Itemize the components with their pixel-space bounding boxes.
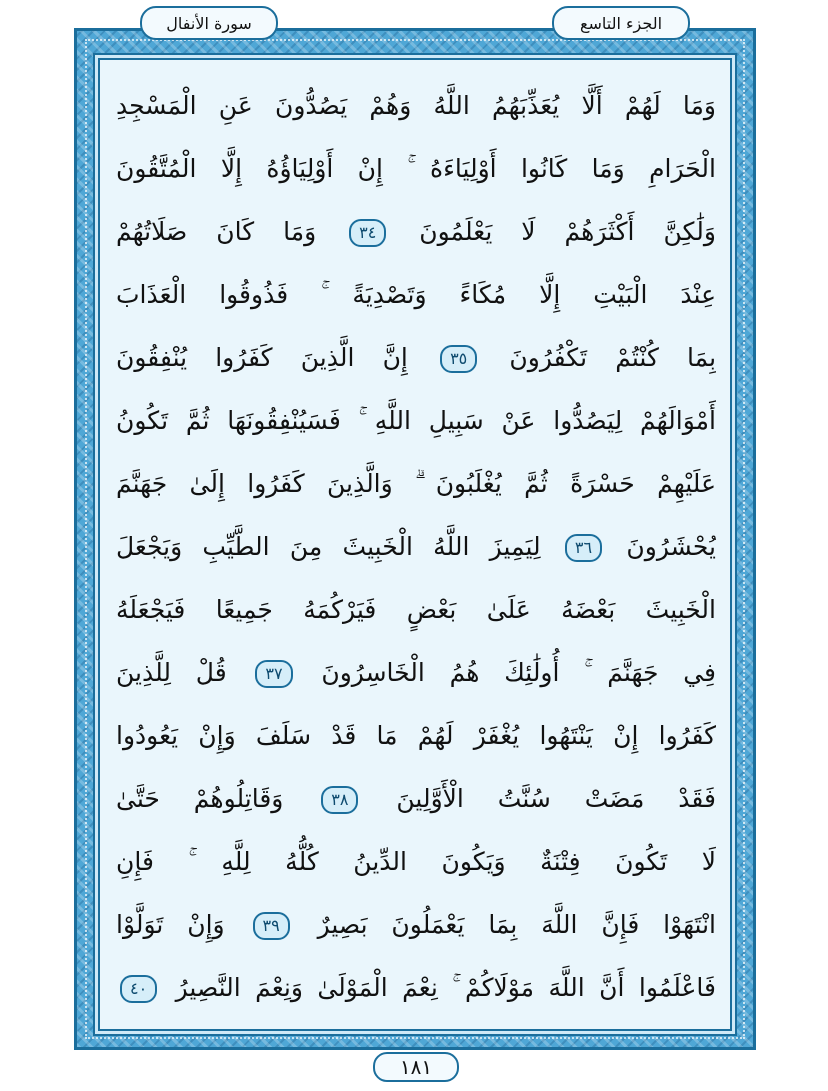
verse-text: عِنْدَ الْبَيْتِ إِلَّا مُكَاءً وَتَصْدِيَةً ۚ فَذُوقُوا الْعَذَابَ [116,280,716,309]
verse-number-marker: ٣٥ [440,345,477,373]
verse-number-marker: ٣٩ [253,912,290,940]
verse-text: فَاعْلَمُوا أَنَّ اللَّهَ مَوْلَاكُمْ ۚ نِعْمَ الْمَوْلَىٰ وَنِعْمَ النَّصِيرُ [175,973,716,1002]
verse-number-marker: ٣٦ [565,534,602,562]
text-line [116,893,716,956]
verse-text: لِيَمِيزَ اللَّهُ الْخَبِيثَ مِنَ الطَّيِّبِ وَيَجْعَلَ [116,532,541,561]
verse-number-marker: ٣٧ [255,660,292,688]
page-number: ١٨١ [373,1052,459,1082]
text-line [116,956,716,1019]
text-line [116,830,716,893]
verse-number-marker: ٤٠ [120,975,157,1003]
verse-text: الْحَرَامِ وَمَا كَانُوا أَوْلِيَاءَهُ ۚ إِنْ أَوْلِيَاؤُهُ إِلَّا الْمُتَّقُونَ [116,154,716,183]
verse-text: وَمَا كَانَ صَلَاتُهُمْ [116,217,317,246]
text-line [116,767,716,830]
text-line [116,704,716,767]
verse-text: وَلَٰكِنَّ أَكْثَرَهُمْ لَا يَعْلَمُونَ [419,217,716,246]
text-line [116,452,716,515]
verse-text: وَإِنْ تَوَلَّوْا [116,910,225,939]
verse-text: قُلْ لِلَّذِينَ [116,658,227,687]
text-line [116,326,716,389]
verse-text: انْتَهَوْا فَإِنَّ اللَّهَ بِمَا يَعْمَلُونَ بَصِيرٌ [317,910,716,939]
quran-text [116,74,716,1019]
verse-text: الْخَبِيثَ بَعْضَهُ عَلَىٰ بَعْضٍ فَيَرْكُمَهُ جَمِيعًا فَيَجْعَلَهُ [116,595,716,624]
juz-label: الجزء التاسع [552,6,690,40]
verse-text: فِي جَهَنَّمَ ۚ أُولَٰئِكَ هُمُ الْخَاسِرُونَ [321,658,716,687]
verse-text: أَمْوَالَهُمْ لِيَصُدُّوا عَنْ سَبِيلِ اللَّهِ ۚ فَسَيُنْفِقُونَهَا ثُمَّ تَكُونُ [116,406,716,435]
verse-text: عَلَيْهِمْ حَسْرَةً ثُمَّ يُغْلَبُونَ ۗ وَالَّذِينَ كَفَرُوا إِلَىٰ جَهَنَّمَ [116,469,716,498]
text-line [116,641,716,704]
text-line [116,74,716,137]
text-line [116,263,716,326]
text-line [116,515,716,578]
verse-text: إِنَّ الَّذِينَ كَفَرُوا يُنْفِقُونَ [116,343,408,372]
surah-label: سورة الأنفال [140,6,278,40]
text-line [116,137,716,200]
verse-text: لَا تَكُونَ فِتْنَةٌ وَيَكُونَ الدِّينُ كُلُّهُ لِلَّهِ ۚ فَإِنِ [116,847,716,876]
verse-text: وَمَا لَهُمْ أَلَّا يُعَذِّبَهُمُ اللَّهُ وَهُمْ يَصُدُّونَ عَنِ الْمَسْجِدِ [116,91,716,120]
verse-text: كَفَرُوا إِنْ يَنْتَهُوا يُغْفَرْ لَهُمْ مَا قَدْ سَلَفَ وَإِنْ يَعُودُوا [116,721,716,750]
text-line [116,389,716,452]
verse-text: يُحْشَرُونَ [626,532,716,561]
verse-number-marker: ٣٨ [321,786,358,814]
text-line [116,578,716,641]
verse-number-marker: ٣٤ [349,219,386,247]
text-line [116,200,716,263]
verse-text: وَقَاتِلُوهُمْ حَتَّىٰ [116,784,284,813]
verse-text: بِمَا كُنْتُمْ تَكْفُرُونَ [509,343,716,372]
verse-text: فَقَدْ مَضَتْ سُنَّتُ الْأَوَّلِينَ [396,784,716,813]
